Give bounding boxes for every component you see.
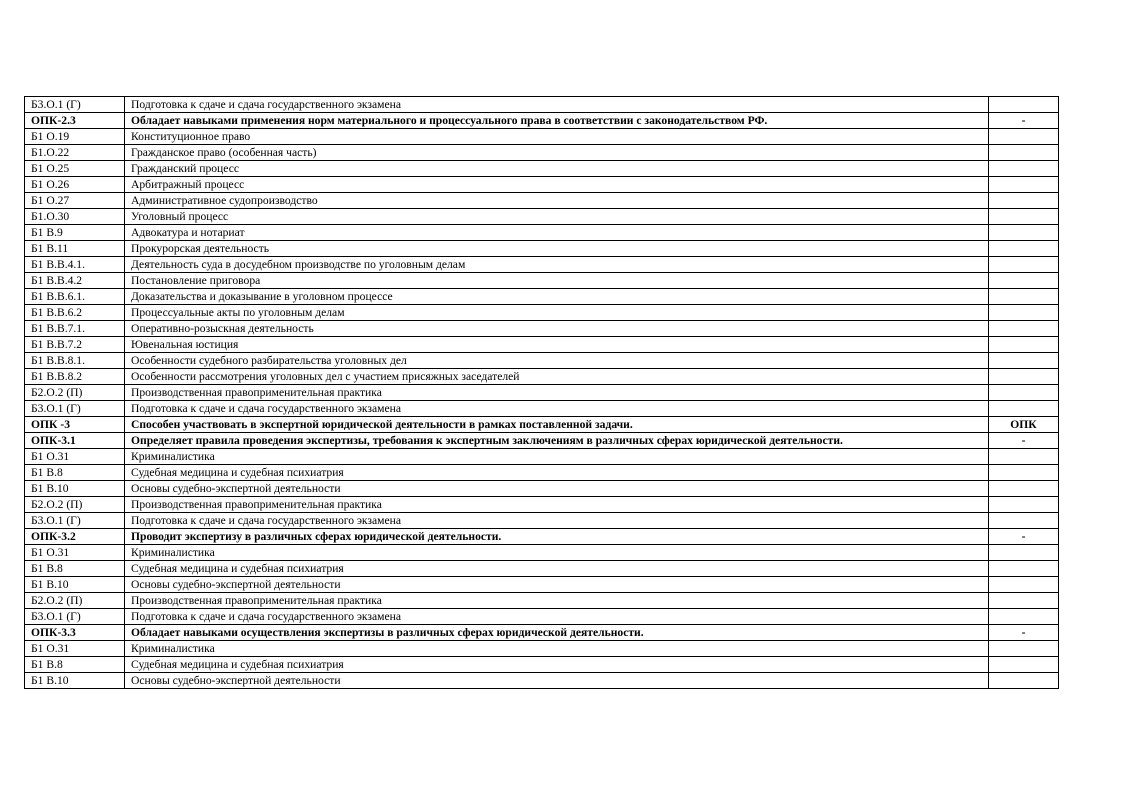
row-code: Б2.О.2 (П) <box>25 385 125 401</box>
competency-table <box>24 96 1059 689</box>
row-code: Б1 В.В.7.1. <box>25 321 125 337</box>
row-name: Прокурорская деятельность <box>125 241 989 257</box>
discipline-row <box>25 129 1059 145</box>
row-code: Б3.О.1 (Г) <box>25 609 125 625</box>
row-name: Административное судопроизводство <box>125 193 989 209</box>
row-name: Судебная медицина и судебная психиатрия <box>125 465 989 481</box>
row-name: Обладает навыками применения норм материального и процессуального права в соответствии с законодательством РФ. <box>125 113 989 129</box>
competency-row <box>25 529 1059 545</box>
discipline-row <box>25 161 1059 177</box>
discipline-row <box>25 481 1059 497</box>
row-name: Особенности рассмотрения уголовных дел с участием присяжных заседателей <box>125 369 989 385</box>
row-code: ОПК -3 <box>25 417 125 433</box>
row-mark <box>989 97 1059 113</box>
discipline-row <box>25 657 1059 673</box>
row-mark <box>989 561 1059 577</box>
row-name: Основы судебно-экспертной деятельности <box>125 577 989 593</box>
discipline-row <box>25 97 1059 113</box>
row-mark <box>989 545 1059 561</box>
row-code: Б1 В.10 <box>25 673 125 689</box>
row-code: Б1 В.В.4.1. <box>25 257 125 273</box>
row-name: Адвокатура и нотариат <box>125 225 989 241</box>
row-code: Б1 О.31 <box>25 545 125 561</box>
row-mark <box>989 641 1059 657</box>
row-name: Подготовка к сдаче и сдача государственного экзамена <box>125 97 989 113</box>
discipline-row <box>25 241 1059 257</box>
row-mark <box>989 209 1059 225</box>
row-code: Б1 В.8 <box>25 657 125 673</box>
row-name: Гражданское право (особенная часть) <box>125 145 989 161</box>
discipline-row <box>25 609 1059 625</box>
row-name: Основы судебно-экспертной деятельности <box>125 673 989 689</box>
row-name: Определяет правила проведения экспертизы, требования к экспертным заключениям в различных сферах юридической деятельности. <box>125 433 989 449</box>
row-code: Б1 В.10 <box>25 481 125 497</box>
row-mark <box>989 673 1059 689</box>
discipline-row <box>25 305 1059 321</box>
row-mark: - <box>989 433 1059 449</box>
row-mark <box>989 305 1059 321</box>
row-code: Б1 В.11 <box>25 241 125 257</box>
row-mark <box>989 257 1059 273</box>
discipline-row <box>25 209 1059 225</box>
discipline-row <box>25 593 1059 609</box>
row-mark <box>989 193 1059 209</box>
row-mark <box>989 145 1059 161</box>
row-mark: ОПК <box>989 417 1059 433</box>
competency-row <box>25 433 1059 449</box>
row-mark <box>989 401 1059 417</box>
discipline-row <box>25 561 1059 577</box>
row-code: Б1 О.27 <box>25 193 125 209</box>
row-code: Б1 О.31 <box>25 449 125 465</box>
row-code: ОПК-3.2 <box>25 529 125 545</box>
discipline-row <box>25 449 1059 465</box>
discipline-row <box>25 513 1059 529</box>
row-code: Б1 В.В.6.1. <box>25 289 125 305</box>
discipline-row <box>25 289 1059 305</box>
row-code: ОПК-2.3 <box>25 113 125 129</box>
row-name: Подготовка к сдаче и сдача государственного экзамена <box>125 401 989 417</box>
row-code: Б3.О.1 (Г) <box>25 97 125 113</box>
row-name: Производственная правоприменительная практика <box>125 385 989 401</box>
row-code: Б1 В.В.6.2 <box>25 305 125 321</box>
row-code: Б1 В.В.7.2 <box>25 337 125 353</box>
row-mark <box>989 577 1059 593</box>
row-code: Б1 В.В.8.1. <box>25 353 125 369</box>
row-code: Б2.О.2 (П) <box>25 497 125 513</box>
competency-row <box>25 625 1059 641</box>
discipline-row <box>25 465 1059 481</box>
row-mark <box>989 177 1059 193</box>
row-code: Б1 В.10 <box>25 577 125 593</box>
row-mark <box>989 273 1059 289</box>
discipline-row <box>25 545 1059 561</box>
row-name: Производственная правоприменительная практика <box>125 593 989 609</box>
row-code: Б1 В.В.8.2 <box>25 369 125 385</box>
row-name: Подготовка к сдаче и сдача государственного экзамена <box>125 609 989 625</box>
row-name: Гражданский процесс <box>125 161 989 177</box>
row-name: Оперативно-розыскная деятельность <box>125 321 989 337</box>
row-name: Процессуальные акты по уголовным делам <box>125 305 989 321</box>
row-mark <box>989 129 1059 145</box>
row-name: Доказательства и доказывание в уголовном процессе <box>125 289 989 305</box>
row-code: Б3.О.1 (Г) <box>25 513 125 529</box>
row-mark <box>989 657 1059 673</box>
discipline-row <box>25 353 1059 369</box>
row-name: Производственная правоприменительная практика <box>125 497 989 513</box>
row-name: Судебная медицина и судебная психиатрия <box>125 561 989 577</box>
row-mark <box>989 465 1059 481</box>
row-mark <box>989 481 1059 497</box>
row-mark <box>989 369 1059 385</box>
discipline-row <box>25 401 1059 417</box>
discipline-row <box>25 321 1059 337</box>
row-name: Проводит экспертизу в различных сферах юридической деятельности. <box>125 529 989 545</box>
competency-row <box>25 113 1059 129</box>
row-name: Деятельность суда в досудебном производстве по уголовным делам <box>125 257 989 273</box>
row-mark <box>989 241 1059 257</box>
row-name: Уголовный процесс <box>125 209 989 225</box>
row-mark <box>989 385 1059 401</box>
discipline-row <box>25 145 1059 161</box>
row-name: Подготовка к сдаче и сдача государственного экзамена <box>125 513 989 529</box>
discipline-row <box>25 193 1059 209</box>
row-name: Арбитражный процесс <box>125 177 989 193</box>
discipline-row <box>25 225 1059 241</box>
row-code: Б1 О.26 <box>25 177 125 193</box>
competency-row <box>25 417 1059 433</box>
discipline-row <box>25 497 1059 513</box>
row-name: Судебная медицина и судебная психиатрия <box>125 657 989 673</box>
discipline-row <box>25 257 1059 273</box>
discipline-row <box>25 385 1059 401</box>
discipline-row <box>25 577 1059 593</box>
row-name: Конституционное право <box>125 129 989 145</box>
row-mark: - <box>989 529 1059 545</box>
row-code: Б1 В.8 <box>25 561 125 577</box>
row-code: ОПК-3.3 <box>25 625 125 641</box>
row-mark <box>989 593 1059 609</box>
row-mark <box>989 161 1059 177</box>
row-name: Ювенальная юстиция <box>125 337 989 353</box>
discipline-row <box>25 273 1059 289</box>
row-code: Б3.О.1 (Г) <box>25 401 125 417</box>
document-page <box>24 96 1058 689</box>
row-code: Б1.О.22 <box>25 145 125 161</box>
discipline-row <box>25 641 1059 657</box>
row-code: Б1 О.19 <box>25 129 125 145</box>
row-mark <box>989 321 1059 337</box>
discipline-row <box>25 177 1059 193</box>
row-code: Б1 О.31 <box>25 641 125 657</box>
row-mark <box>989 289 1059 305</box>
table-body <box>25 97 1059 689</box>
row-name: Криминалистика <box>125 449 989 465</box>
row-mark <box>989 353 1059 369</box>
row-mark <box>989 225 1059 241</box>
discipline-row <box>25 369 1059 385</box>
discipline-row <box>25 673 1059 689</box>
row-code: Б1 В.8 <box>25 465 125 481</box>
row-mark <box>989 497 1059 513</box>
row-mark <box>989 337 1059 353</box>
row-mark <box>989 513 1059 529</box>
row-code: Б1 В.9 <box>25 225 125 241</box>
row-mark: - <box>989 625 1059 641</box>
row-name: Постановление приговора <box>125 273 989 289</box>
row-code: Б1 О.25 <box>25 161 125 177</box>
row-mark <box>989 609 1059 625</box>
row-name: Криминалистика <box>125 545 989 561</box>
row-code: Б1.О.30 <box>25 209 125 225</box>
row-mark <box>989 449 1059 465</box>
row-code: ОПК-3.1 <box>25 433 125 449</box>
row-mark: - <box>989 113 1059 129</box>
row-name: Особенности судебного разбирательства уголовных дел <box>125 353 989 369</box>
row-code: Б2.О.2 (П) <box>25 593 125 609</box>
discipline-row <box>25 337 1059 353</box>
row-name: Обладает навыками осуществления экспертизы в различных сферах юридической деятельности. <box>125 625 989 641</box>
row-name: Основы судебно-экспертной деятельности <box>125 481 989 497</box>
row-code: Б1 В.В.4.2 <box>25 273 125 289</box>
row-name: Криминалистика <box>125 641 989 657</box>
row-name: Способен участвовать в экспертной юридической деятельности в рамках поставленной задачи. <box>125 417 989 433</box>
